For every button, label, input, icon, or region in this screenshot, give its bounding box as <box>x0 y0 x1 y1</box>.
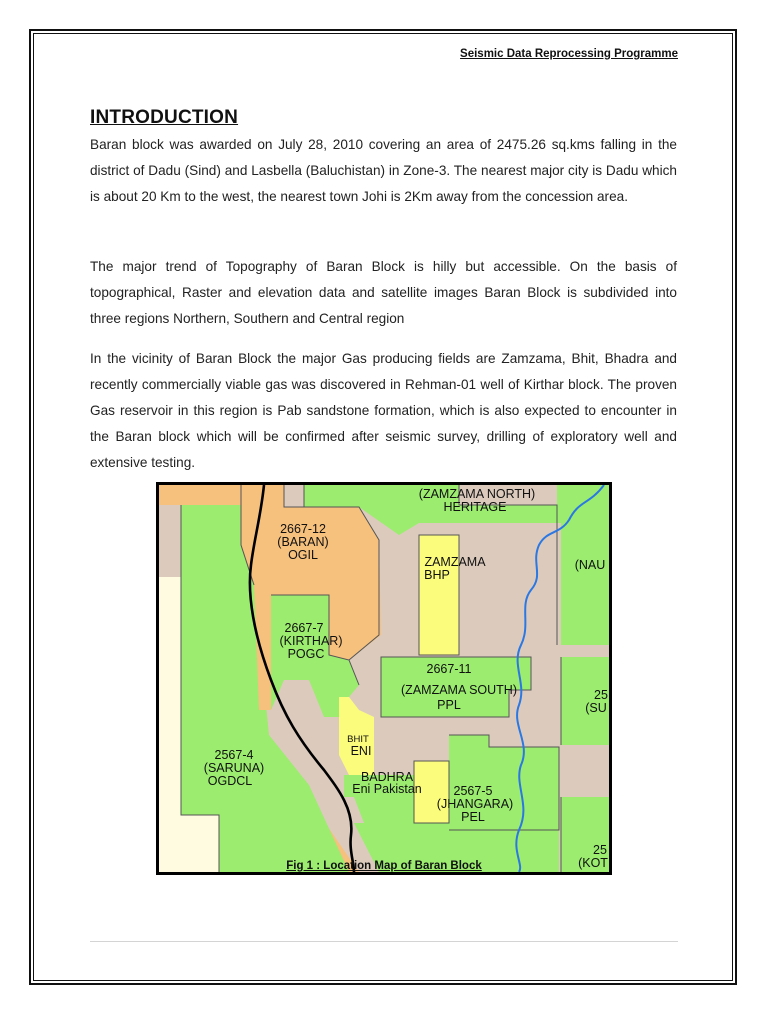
paragraph-3: In the vicinity of Baran Block the major Gas producing fields are Zamzama, Bhit, Bhadra and recently commercially viable gas was discovered in Rehman-01 well of Kirthar block. The proven Gas reservoir in this region is Pab sandstone formation, which is also expected to encounter in the Baran block which will be confirmed after seismic survey, drilling of exploratory well and extensive testing. <box>90 351 677 470</box>
label-kirthar-code: 2667-7 <box>284 621 324 635</box>
label-bhp: BHP <box>424 568 450 582</box>
paragraph-1: Baran block was awarded on July 28, 2010 covering an area of 2475.26 sq.kms falling in the district of Dadu (Sind) and Lasbella (Baluchistan) in Zone-3. The nearest major city is Dadu which is about 20 Km to the west, the nearest town Johi is 2Km away from the concession area. <box>90 137 677 204</box>
label-su-name: (SU <box>585 701 607 715</box>
label-saruna-code: 2567-4 <box>214 748 254 762</box>
label-zamzama-south-code: 2667-11 <box>426 662 472 676</box>
label-su-code: 25 <box>594 688 608 702</box>
paragraph-2: The major trend of Topography of Baran Block is hilly but accessible. On the basis of topographical, Raster and elevation data and satellite images Baran Block is subdivided into three regions Northern, Southern and Central region <box>90 259 677 326</box>
map-graphic <box>159 485 609 872</box>
label-saruna-operator: OGDCL <box>207 774 253 788</box>
figure-caption: Fig 1 : Location Map of Baran Block <box>286 860 482 872</box>
label-baran-name: (BARAN) <box>277 535 329 549</box>
tan-block-north <box>284 485 304 507</box>
label-badhra: BADHRA <box>360 770 414 784</box>
label-heritage: HERITAGE <box>443 500 507 514</box>
label-zamzama-south-name: (ZAMZAMA SOUTH) <box>401 683 517 697</box>
label-bhit: BHIT <box>347 734 369 745</box>
label-kot-name: (KOT <box>578 856 608 870</box>
label-eni-pakistan: Eni Pakistan <box>352 782 422 796</box>
location-map <box>156 482 612 875</box>
label-kot-code: 25 <box>593 843 607 857</box>
label-baran-operator: OGIL <box>288 548 318 562</box>
label-kirthar-name: (KIRTHAR) <box>279 634 343 648</box>
label-zamzama-south-operator: PPL <box>437 698 461 712</box>
yellow-block-zamzama <box>419 535 459 655</box>
label-saruna-name: (SARUNA) <box>203 761 265 775</box>
running-header: Seismic Data Reprocessing Programme <box>460 48 678 60</box>
label-jhangara-operator: PEL <box>461 810 485 824</box>
label-baran-code: 2667-12 <box>280 522 326 536</box>
label-jhangara-name: (JHANGARA) <box>436 797 514 811</box>
footer-divider <box>90 941 678 942</box>
label-nau: (NAU <box>574 558 606 572</box>
section-title: INTRODUCTION <box>90 107 239 128</box>
label-zamzama-north: (ZAMZAMA NORTH) <box>418 487 536 501</box>
label-bhit-operator: ENI <box>350 744 372 758</box>
label-zamzama: ZAMZAMA <box>424 555 486 569</box>
label-jhangara-code: 2567-5 <box>453 784 493 798</box>
label-kirthar-operator: POGC <box>287 647 325 661</box>
